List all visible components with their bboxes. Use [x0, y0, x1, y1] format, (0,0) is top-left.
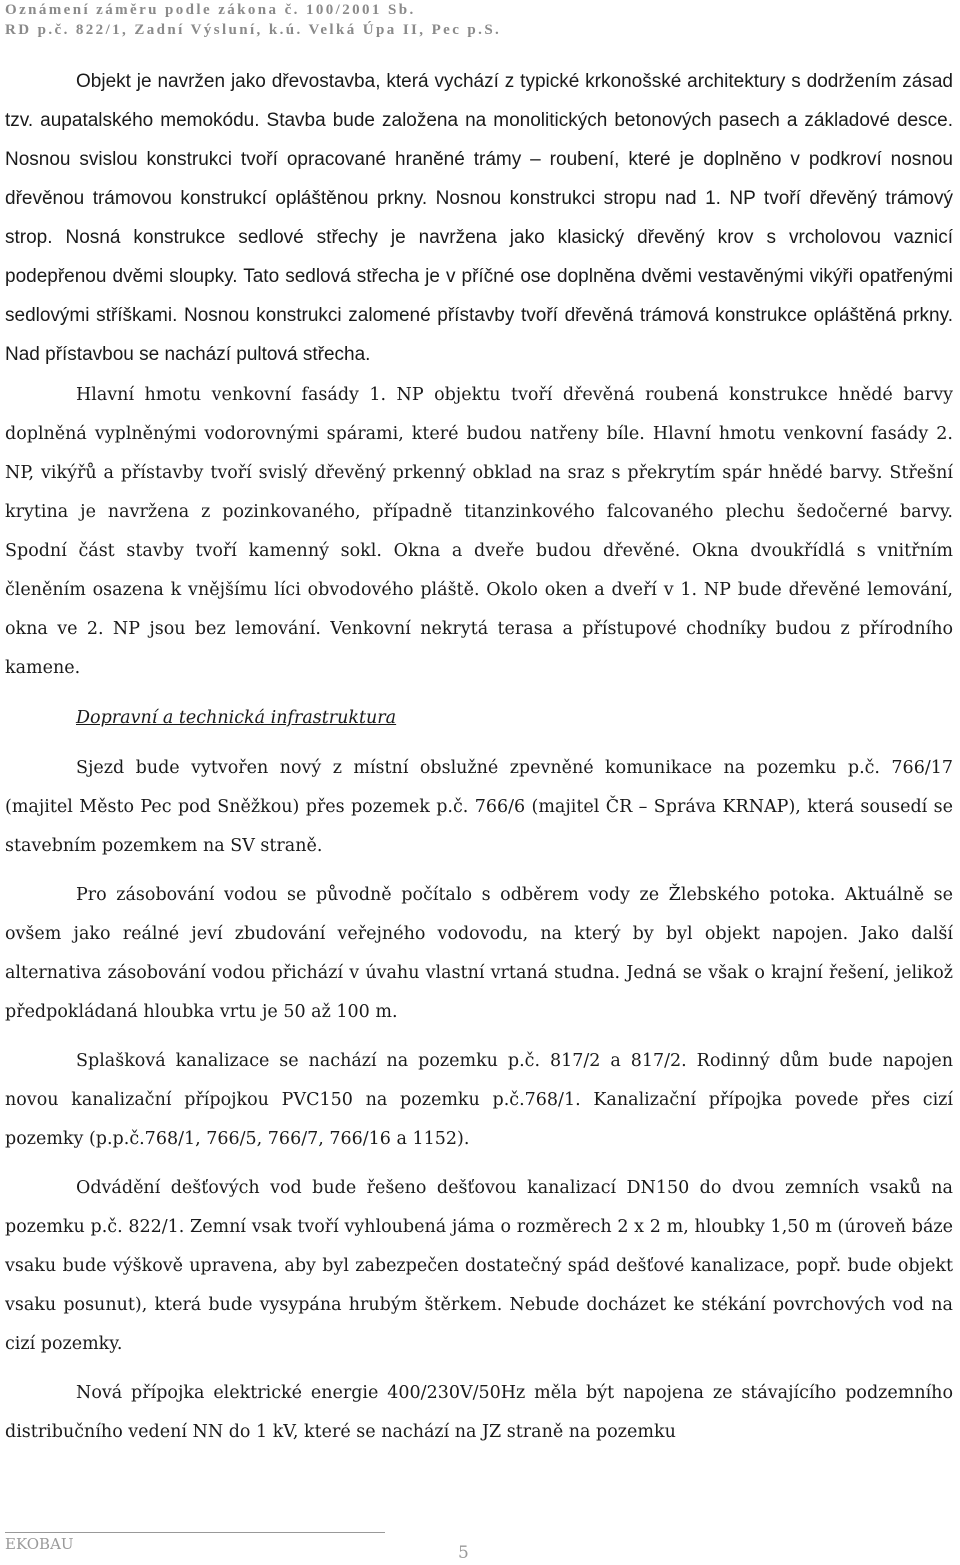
paragraph-facade: Hlavní hmotu venkovní fasády 1. NP objektu tvoří dřevěná roubená konstrukce hnědé barvy doplněná vyplněnými vodorovnými spárami, které budou natřeny bíle. Hlavní hmotu venkovní fasády 2. NP, vikýřů a přístavby tvoří svislý dřevěný prkenný obklad na sraz s překrytím spár hnědé barvy. Střešní krytina je navržena z pozinkovaného, případně titanzinkového falcovaného plechu šedočerné barvy. Spodní část stavby tvoří kamenný sokl. Okna a dveře budou dřevěné. Okna dvoukřídlá s vnitřním členěním osazena k vnějšímu líci obvodového pláště. Okolo oken a dveří v 1. NP bude dřevěné lemování, okna ve 2. NP jsou bez lemování. Venkovní nekrytá terasa a přístupové chodníky budou z přírodního kamene. — [5, 385, 953, 678]
document-header — [5, 0, 955, 40]
header-line-1: Oznámení záměru podle zákona č. 100/2001 Sb. — [5, 2, 416, 18]
footer-divider — [5, 1532, 385, 1533]
header-line-2: RD p.č. 822/1, Zadní Výsluní, k.ú. Velká Úpa II, Pec p.S. — [5, 22, 502, 38]
paragraph-construction: Objekt je navržen jako dřevostavba, která vychází z typické krkonošské architektury s dodržením zásad tzv. aupatalského memokódu. Stavba bude založena na monolitických betonových pasech a základové desce. Nosnou svislou konstrukci tvoří opracované hraněné trámy – roubení, které je doplněno v podkroví nosnou dřevěnou trámovou konstrukcí opláštěnou prkny. Nosnou konstrukci stropu nad 1. NP tvoří dřevěný trámový strop. Nosná konstrukce sedlové střechy je navržena jako klasický dřevěný krov s vrcholovou vaznicí podepřenou dvěmi sloupky. Tato sedlová střecha je v příčné ose doplněna dvěmi vestavěnými vikýři opatřenými sedlovými stříškami. Nosnou konstrukci zalomené přístavby tvoří dřevěná trámová konstrukce opláštěná prkny. Nad přístavbou se nachází pultová střecha. — [5, 71, 953, 365]
paragraph-rainwater: Odvádění dešťových vod bude řešeno dešťovou kanalizací DN150 do dvou zemních vsaků na pozemku p.č. 822/1. Zemní vsak tvoří vyhloubená jáma o rozměrech 2 x 2 m, hloubky 1,50 m (úroveň báze vsaku bude výškově upravena, aby byl zabezpečen dostatečný spád dešťové kanalizace, popř. bude objekt vsaku posunut), která bude vysypána hrubým štěrkem. Nebude docházet ke stékání povrchových vod na cizí pozemky. — [5, 1178, 953, 1354]
paragraph-electricity: Nová přípojka elektrické energie 400/230V/50Hz měla být napojena ze stávajícího podzemního distribučního vedení NN do 1 kV, které se nachází na JZ straně na pozemku — [5, 1383, 953, 1442]
footer-company: EKOBAU — [5, 1535, 74, 1553]
page-number: 5 — [458, 1543, 469, 1563]
paragraph-sewage: Splašková kanalizace se nachází na pozemku p.č. 817/2 a 817/2. Rodinný dům bude napojen novou kanalizační přípojkou PVC150 na pozemku p.č.768/1. Kanalizační přípojka povede přes cizí pozemky (p.p.č.768/1, 766/5, 766/7, 766/16 a 1152). — [5, 1051, 953, 1149]
document-body — [5, 62, 953, 1452]
paragraph-access: Sjezd bude vytvořen nový z místní obslužné zpevněné komunikace na pozemku p.č. 766/17 (majitel Město Pec pod Sněžkou) přes pozemek p.č. 766/6 (majitel ČR – Správa KRNAP), která sousedí se stavebním pozemkem na SV straně. — [5, 758, 953, 856]
paragraph-water: Pro zásobování vodou se původně počítalo s odběrem vody ze Žlebského potoka. Aktuálně se ovšem jako reálné jeví zbudování veřejného vodovodu, na který by byl objekt napojen. Jako další alternativa zásobování vodou přichází v úvahu vlastní vrtaná studna. Jedná se však o krajní řešení, jelikož předpokládaná hloubka vrtu je 50 až 100 m. — [5, 885, 953, 1022]
section-heading: Dopravní a technická infrastruktura — [76, 708, 397, 728]
